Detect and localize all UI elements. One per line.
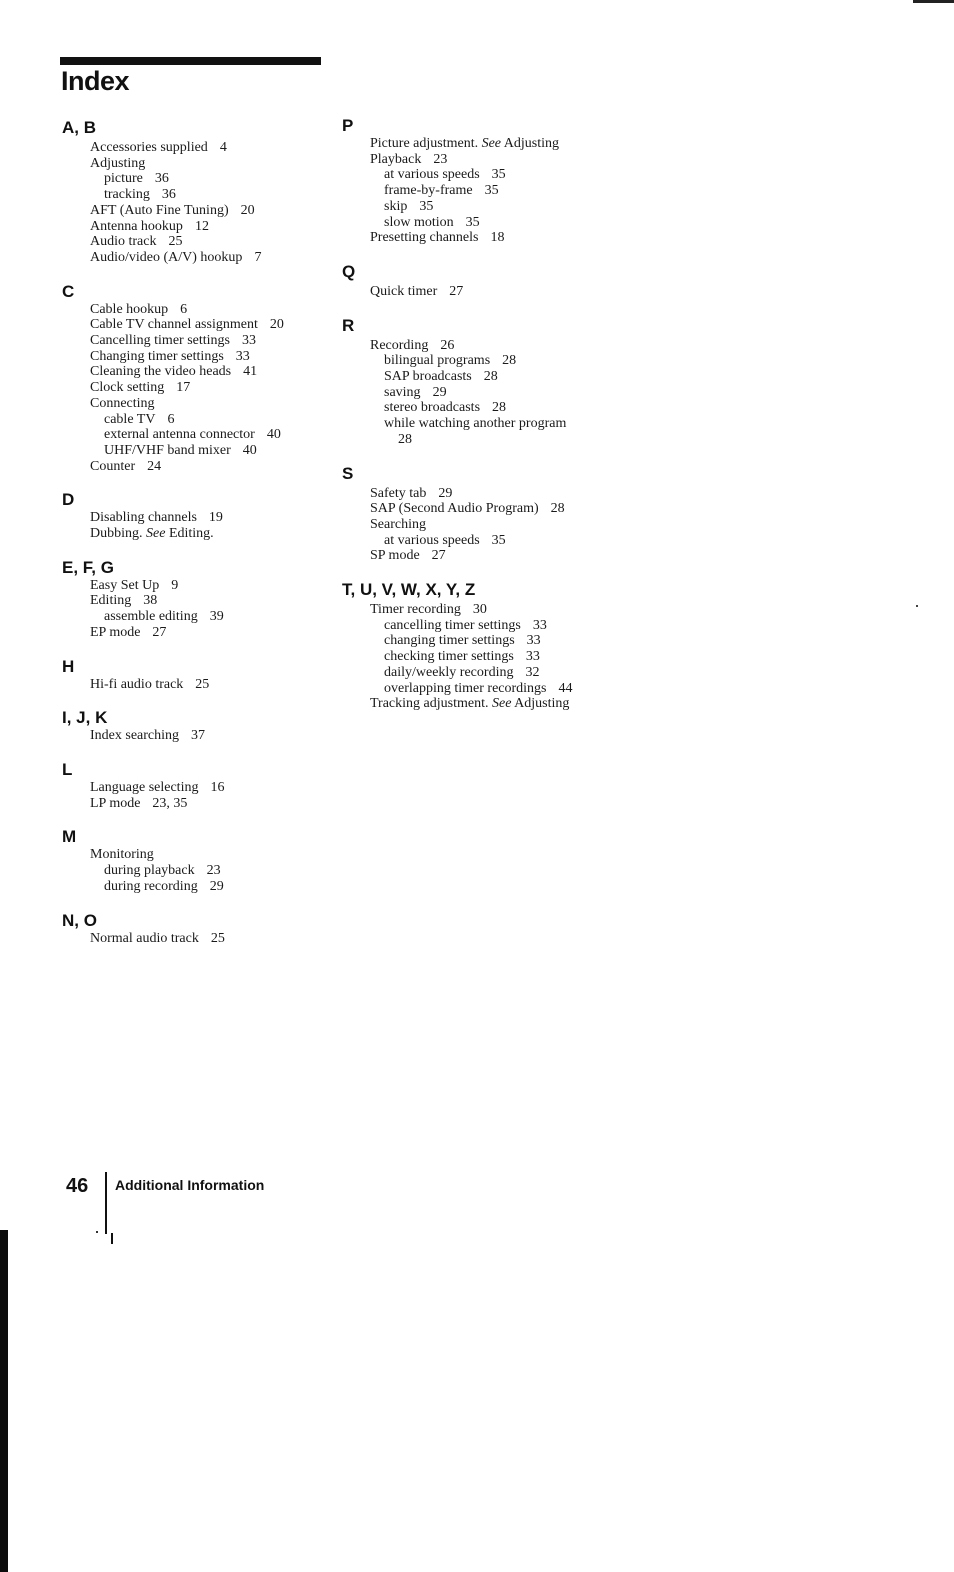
index-entry (370, 215, 622, 231)
index-entry (370, 517, 622, 533)
index-column-left (62, 118, 332, 946)
index-entry (370, 633, 622, 649)
index-entry (90, 459, 332, 475)
entry-term: changing timer settings (384, 633, 515, 649)
entry-term: Timer recording (370, 602, 461, 618)
see-reference-label: See (481, 136, 502, 151)
entry-list (342, 284, 622, 300)
entry-term: during playback (104, 863, 195, 879)
entry-term: at various speeds (384, 167, 480, 183)
entry-term: skip (384, 198, 408, 214)
entry-term: Changing timer settings (90, 348, 224, 364)
entry-term: saving (384, 384, 421, 400)
entry-page-number: 32 (525, 664, 540, 680)
entry-page-number: 26 (440, 337, 455, 353)
entry-page-number: 35 (465, 214, 480, 230)
index-entry (370, 665, 622, 681)
index-entry (90, 863, 332, 879)
index-entry (90, 302, 332, 318)
entry-term: Presetting channels (370, 230, 479, 246)
entry-list (62, 510, 332, 541)
entry-term: Picture adjustment. (370, 136, 479, 151)
entry-term: Playback (370, 151, 422, 167)
entry-list (342, 136, 622, 246)
entry-list (342, 602, 622, 712)
index-column-right (342, 116, 622, 712)
entry-page-number: 33 (525, 649, 540, 665)
entry-page-number: 19 (208, 510, 223, 526)
index-entry (370, 230, 622, 246)
entry-term: Cable TV channel assignment (90, 317, 258, 333)
index-entry (370, 696, 622, 712)
entry-term: Cleaning the video heads (90, 364, 232, 380)
index-entry (90, 526, 332, 542)
index-entry (370, 548, 622, 564)
entry-term: stereo broadcasts (384, 400, 481, 416)
entry-term: during recording (104, 878, 198, 894)
entry-term: Language selecting (90, 779, 199, 795)
entry-page-number: 36 (161, 187, 176, 203)
entry-term: Normal audio track (90, 930, 199, 946)
entry-list (62, 931, 332, 947)
entry-page-number: 6 (167, 411, 175, 427)
entry-page-number: 23 (206, 863, 221, 879)
section-heading: A, B (62, 118, 96, 137)
index-entry (370, 152, 622, 168)
index-section (62, 827, 332, 894)
entry-term: checking timer settings (384, 649, 514, 665)
index-entry (370, 400, 622, 416)
entry-page-number: 25 (195, 676, 210, 692)
scan-edge-left (0, 1230, 8, 1572)
index-entry (90, 333, 332, 349)
index-entry (370, 284, 622, 300)
section-heading: N, O (62, 910, 97, 930)
entry-page-number: 23 (433, 151, 448, 167)
index-entry (370, 416, 622, 432)
entry-page-number: 27 (449, 283, 464, 299)
entry-page-number: 33 (532, 617, 547, 633)
entry-list (342, 486, 622, 565)
entry-term: Quick timer (370, 283, 438, 299)
index-entry (370, 167, 622, 183)
page-number: 46 (66, 1175, 89, 1197)
entry-term: Cancelling timer settings (90, 333, 230, 349)
index-section (62, 282, 332, 475)
entry-page-number: 33 (235, 348, 250, 364)
see-reference-target: Adjusting (503, 136, 559, 151)
section-heading: P (342, 116, 354, 135)
entry-term: Adjusting (90, 155, 146, 171)
index-entry (90, 728, 332, 744)
index-entry (90, 510, 332, 526)
entry-page-number: 23, 35 (152, 795, 188, 811)
footer-divider (105, 1172, 107, 1234)
entry-page-number: 29 (438, 485, 453, 501)
entry-page-number: 17 (176, 380, 191, 396)
entry-term: Dubbing. (90, 526, 143, 542)
scan-speck (916, 605, 918, 607)
entry-term: Counter (90, 458, 136, 474)
entry-page-number: 16 (210, 779, 225, 795)
index-entry (90, 443, 332, 459)
entry-page-number: 30 (472, 602, 487, 618)
entry-term: Editing (90, 593, 132, 609)
entry-page-number: 6 (180, 301, 188, 317)
see-reference-target: Editing. (168, 526, 214, 542)
entry-page-number: 18 (490, 230, 505, 246)
entry-page-number: 36 (154, 171, 169, 187)
index-entry (90, 625, 332, 641)
entry-page-number: 28 (550, 501, 565, 517)
see-reference-label: See (146, 526, 166, 542)
entry-term: daily/weekly recording (384, 664, 514, 680)
entry-page-number: 24 (147, 458, 162, 474)
index-entry (90, 780, 332, 796)
entry-page-number: 35 (491, 532, 506, 548)
index-entry (90, 427, 332, 443)
entry-page-number: 25 (168, 234, 183, 250)
entry-page-number: 9 (171, 577, 179, 593)
index-section (62, 760, 332, 811)
index-entry (90, 203, 332, 219)
entry-list (62, 847, 332, 894)
section-heading: S (342, 463, 354, 483)
section-heading: C (62, 281, 75, 301)
index-entry (370, 353, 622, 369)
entry-page-number: 44 (558, 680, 573, 696)
entry-page-number: 35 (419, 198, 434, 214)
entry-term: SAP broadcasts (384, 369, 472, 385)
index-entry (90, 317, 332, 333)
entry-term: Index searching (90, 728, 180, 744)
see-reference-label: See (491, 696, 512, 712)
section-heading: T, U, V, W, X, Y, Z (342, 580, 476, 600)
index-entry (90, 380, 332, 396)
entry-page-number: 12 (194, 218, 209, 234)
see-reference-target: Adjusting (514, 696, 570, 712)
index-entry (370, 486, 622, 502)
index-section (342, 580, 622, 712)
entry-page-number: 33 (526, 633, 541, 649)
entry-term: Accessories supplied (90, 140, 208, 155)
entry-list (62, 578, 332, 641)
entry-term: Recording (370, 337, 429, 353)
section-heading: H (62, 656, 75, 676)
entry-term: SAP (Second Audio Program) (370, 501, 539, 517)
entry-term: overlapping timer recordings (384, 680, 547, 696)
entry-term: Audio track (90, 234, 157, 250)
entry-page-number: 38 (143, 593, 158, 609)
entry-list (342, 338, 622, 448)
index-entry (90, 796, 332, 812)
entry-term: slow motion (384, 214, 454, 230)
entry-page-number: 28 (492, 400, 507, 416)
index-entry (370, 199, 622, 215)
index-entry (90, 250, 332, 266)
entry-term: EP mode (90, 624, 141, 640)
section-heading: R (342, 315, 355, 335)
entry-term: cancelling timer settings (384, 617, 521, 633)
entry-term: Cable hookup (90, 301, 169, 317)
footer-tick (111, 1233, 113, 1244)
index-section (342, 464, 622, 565)
entry-page-number: 39 (209, 609, 224, 625)
index-section (62, 708, 332, 744)
entry-page-number: 25 (210, 930, 225, 946)
index-section (342, 116, 622, 246)
index-entry (90, 156, 332, 172)
entry-page-number: 40 (266, 427, 281, 443)
entry-term: Hi-fi audio track (90, 676, 184, 692)
index-entry (90, 931, 332, 947)
entry-term: Antenna hookup (90, 218, 183, 234)
entry-list (62, 302, 332, 475)
entry-page-number: 33 (241, 333, 256, 349)
index-entry (90, 609, 332, 625)
section-heading: M (62, 827, 77, 847)
index-entry (370, 183, 622, 199)
scan-edge-top (913, 0, 954, 3)
index-entry (370, 681, 622, 697)
entry-page-number: 29 (209, 878, 224, 894)
entry-page-number: 27 (152, 624, 167, 640)
entry-page-number: 29 (432, 384, 447, 400)
section-heading: E, F, G (62, 557, 114, 577)
index-entry (90, 412, 332, 428)
entry-list (62, 140, 332, 266)
entry-page-number: 41 (243, 364, 258, 380)
page-title: Index (61, 66, 130, 96)
entry-term: assemble editing (104, 609, 198, 625)
footer-section-label: Additional Information (115, 1177, 265, 1193)
entry-term: Searching (370, 516, 426, 532)
entry-term: Monitoring (90, 847, 154, 863)
index-entry (90, 187, 332, 203)
entry-page-number: 20 (240, 202, 255, 218)
entry-page-number: 4 (219, 140, 227, 155)
title-rule (60, 57, 321, 65)
index-entry (370, 338, 622, 354)
entry-term: frame-by-frame (384, 183, 473, 199)
index-section (62, 118, 332, 266)
index-entry (90, 677, 332, 693)
entry-term: tracking (104, 187, 150, 203)
entry-term: bilingual programs (384, 353, 491, 369)
entry-page-number: 37 (191, 728, 206, 744)
index-section (62, 911, 332, 947)
entry-term: Disabling channels (90, 510, 197, 526)
index-entry (90, 364, 332, 380)
index-entry (370, 501, 622, 517)
entry-term: while watching another program (384, 416, 567, 432)
index-section (62, 558, 332, 641)
entry-term: 28 (398, 431, 412, 447)
entry-page-number: 35 (484, 183, 499, 199)
entry-page-number: 7 (254, 249, 262, 265)
index-section (62, 657, 332, 693)
entry-term: picture (104, 171, 143, 187)
entry-term: LP mode (90, 795, 141, 811)
index-section (342, 316, 622, 448)
entry-list (62, 780, 332, 811)
section-heading: D (62, 490, 75, 510)
entry-term: AFT (Auto Fine Tuning) (90, 202, 229, 218)
entry-term: Audio/video (A/V) hookup (90, 249, 243, 265)
section-heading: L (62, 759, 73, 779)
entry-term: Easy Set Up (90, 577, 160, 593)
index-entry (370, 369, 622, 385)
entry-term: cable TV (104, 411, 156, 427)
entry-term: Connecting (90, 395, 155, 411)
entry-page-number: 27 (431, 548, 446, 564)
index-entry (90, 396, 332, 412)
index-entry (370, 602, 622, 618)
index-entry (90, 234, 332, 250)
entry-page-number: 28 (483, 369, 498, 385)
entry-term: Tracking adjustment. (370, 696, 489, 712)
index-entry (90, 171, 332, 187)
entry-term: UHF/VHF band mixer (104, 442, 231, 458)
index-entry (90, 593, 332, 609)
index-entry (370, 136, 622, 152)
entry-page-number: 28 (502, 353, 517, 369)
index-section (62, 490, 332, 541)
entry-list (62, 677, 332, 693)
index-entry (370, 533, 622, 549)
index-entry (370, 385, 622, 401)
section-heading: Q (342, 261, 356, 281)
section-heading: I, J, K (62, 708, 108, 728)
index-entry (90, 879, 332, 895)
entry-term: at various speeds (384, 532, 480, 548)
index-section (342, 262, 622, 300)
entry-page-number: 20 (269, 317, 284, 333)
entry-page-number: 40 (242, 442, 257, 458)
index-entry (90, 847, 332, 863)
entry-term: external antenna connector (104, 427, 255, 443)
index-entry (90, 349, 332, 365)
index-entry (90, 219, 332, 235)
entry-term: Safety tab (370, 485, 427, 501)
entry-page-number: 35 (491, 167, 506, 183)
entry-list (62, 728, 332, 744)
index-entry (90, 578, 332, 594)
index-entry (370, 432, 622, 448)
index-entry (370, 618, 622, 634)
entry-term: Clock setting (90, 380, 165, 396)
index-entry (90, 140, 332, 156)
index-entry (370, 649, 622, 665)
entry-term: SP mode (370, 548, 420, 564)
scan-speck (96, 1231, 98, 1233)
